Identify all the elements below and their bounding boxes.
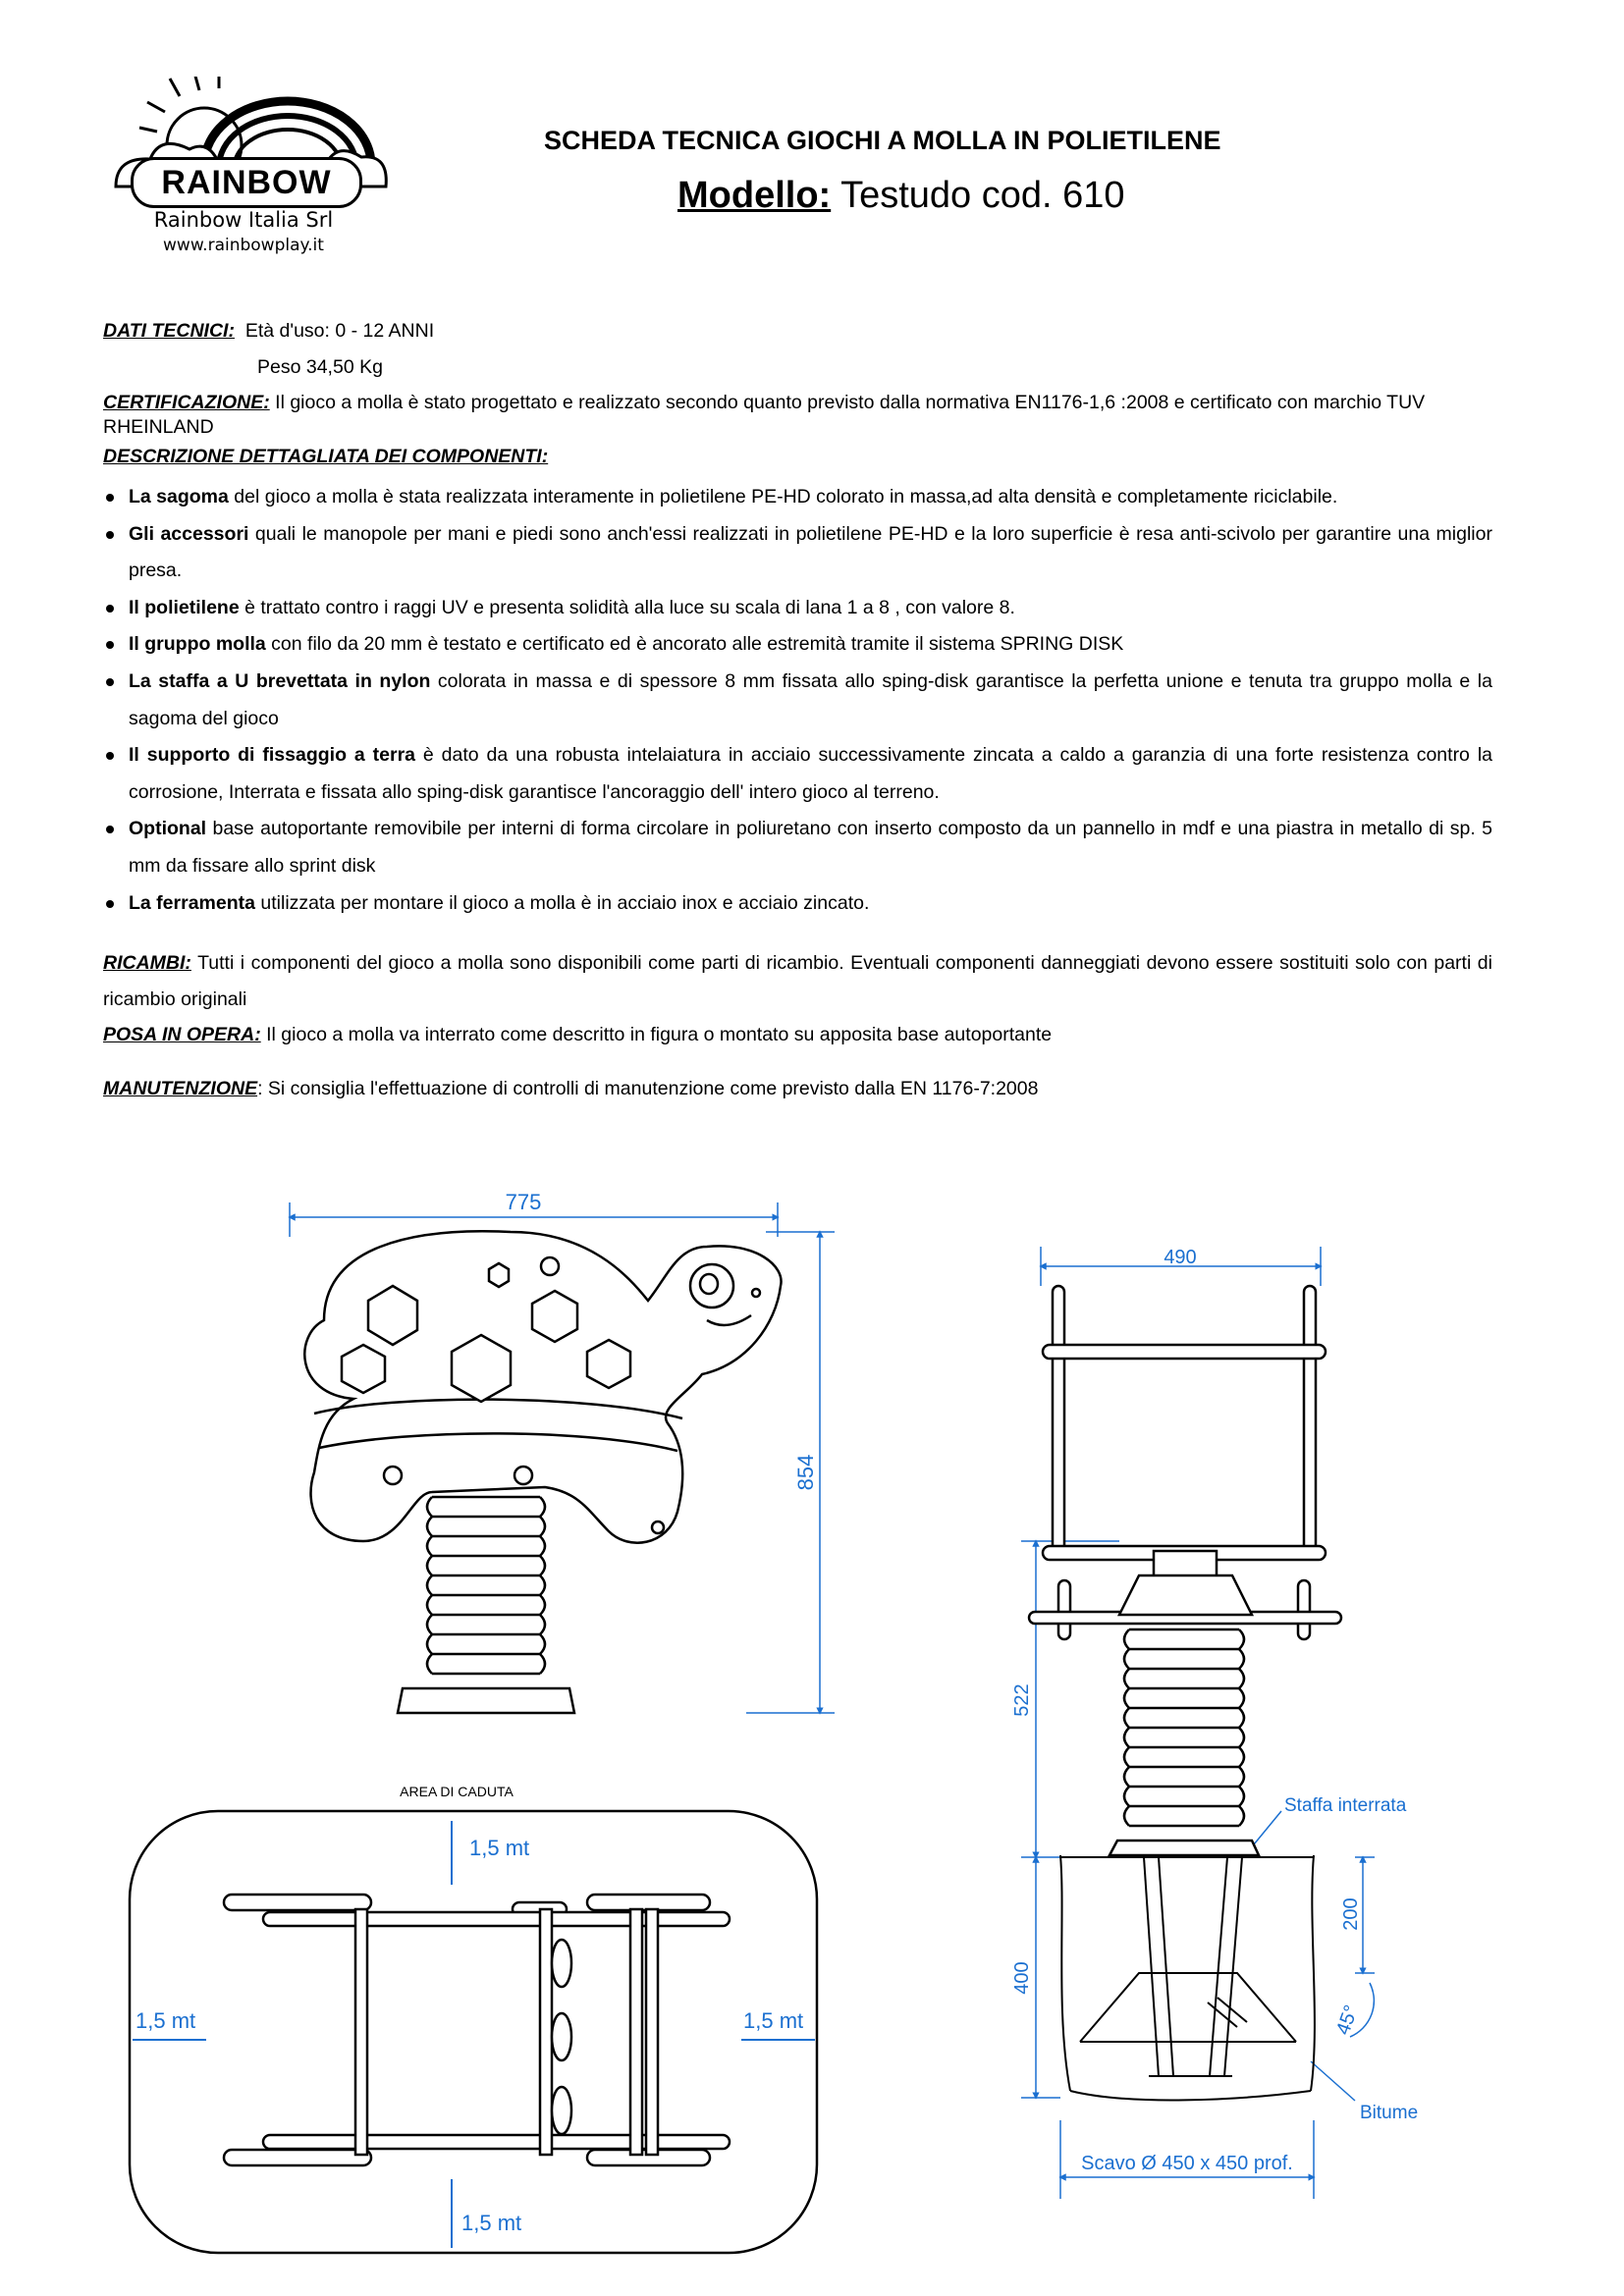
technical-data: [103, 319, 1497, 392]
bitumen-label: Bitume: [1360, 2103, 1419, 2123]
side-width-dimension: 490: [1164, 1247, 1197, 1268]
list-item: La sagoma del gioco a molla è stata realizzata interamente in polietilene PE-HD colorato in massa,ad alta densità e completamente riciclabile.: [103, 479, 1492, 516]
model-label: Modello:: [677, 175, 832, 216]
fall-area-drawing: [130, 1784, 817, 2253]
bracket-label: Staffa interrata: [1284, 1795, 1407, 1816]
maintenance-text: : Si consiglia l'effettuazione di controlli di manutenzione come previsto dalla EN 1176-7:2008: [257, 1078, 1039, 1099]
front-spring-icon: [398, 1497, 574, 1713]
installation: [103, 1023, 1492, 1047]
fall-area-left: 1,5 mt: [135, 2008, 196, 2033]
list-item: Gli accessori quali le manopole per mani e piedi sono anch'essi realizzati in polietilene PE-HD e la loro superficie è resa anti-scivolo per garantire una miglior presa.: [103, 516, 1492, 590]
fall-area-boundary: [130, 1811, 817, 2253]
excavation-label: Scavo Ø 450 x 450 prof.: [1081, 2153, 1293, 2174]
list-item: Optional base autoportante removibile per interni di forma circolare in poliuretano con inserto composto da un pannello in mdf e una piastra in metallo di sp. 5 mm da fissare allo sprint disk: [103, 811, 1492, 884]
fall-area-bottom: 1,5 mt: [461, 2211, 522, 2235]
company-logo: [86, 77, 381, 263]
logo-wordmark: RAINBOW: [131, 157, 362, 208]
company-name: Rainbow Italia Srl: [153, 208, 334, 232]
fall-area-top: 1,5 mt: [469, 1836, 530, 1860]
maintenance: [103, 1077, 1492, 1101]
list-item: Il polietilene è trattato contro i raggi UV e presenta solidità alla luce su scala di lana 1 a 8 , con valore 8.: [103, 590, 1492, 627]
certification-label: CERTIFICAZIONE:: [103, 392, 270, 413]
list-item: Il gruppo molla con filo da 20 mm è testato e certificato ed è ancorato alle estremità tramite il sistema SPRING DISK: [103, 626, 1492, 664]
age-range: Età d'uso: 0 - 12 ANNI: [244, 320, 435, 342]
list-item: La staffa a U brevettata in nylon colorata in massa e di spessore 8 mm fissata allo sping-disk garantisce la perfetta unione e tenuta tra gruppo molla e la sagoma del gioco: [103, 664, 1492, 737]
spare-parts: [103, 945, 1492, 1018]
components-heading: [103, 445, 1497, 469]
certification-text: Il gioco a molla è stato progettato e realizzato secondo quanto previsto dalla normativa EN1176-1,6 :2008 e certificato con marchio TUV RHEINLAND: [103, 392, 1426, 438]
front-height-dimension: 854: [793, 1454, 818, 1491]
turtle-body-icon: [304, 1231, 781, 1542]
components-list: [103, 479, 1492, 922]
company-website: www.rainbowplay.it: [163, 236, 324, 255]
weight: Peso 34,50 Kg: [257, 356, 383, 378]
ground-anchor-icon: [1060, 1855, 1315, 2100]
certification: [103, 391, 1497, 440]
fall-area-title: AREA DI CADUTA: [400, 1784, 514, 1799]
maintenance-label: MANUTENZIONE: [103, 1078, 258, 1099]
spare-parts-label: RICAMBI:: [103, 952, 191, 974]
plan-frame-icon: [224, 1895, 730, 2165]
side-frame-icon: [1029, 1286, 1341, 1639]
spare-parts-text: Tutti i componenti del gioco a molla sono disponibili come parti di ricambio. Eventuali componenti danneggiati devono essere sostituiti solo con parti di ricambio originali: [103, 952, 1492, 1010]
front-width-dimension: 775: [505, 1190, 542, 1214]
model-value: Testudo cod. 610: [840, 175, 1125, 216]
list-item: Il supporto di fissaggio a terra è dato da una robusta intelaiatura in acciaio successivamente zincata a caldo a garanzia di una forte resistenza contro la corrosione, Interrata e fissata allo sping-disk garantisce l'ancoraggio dell' intero gioco al terreno.: [103, 737, 1492, 811]
technical-drawings: [0, 1158, 1624, 2287]
document-title: SCHEDA TECNICA GIOCHI A MOLLA IN POLIETILENE: [544, 126, 1221, 155]
spring-height-dimension: 522: [1011, 1683, 1033, 1717]
front-view-drawing: [290, 1190, 835, 1713]
model-line: [677, 175, 1125, 217]
installation-text: Il gioco a molla va interrato come descritto in figura o montato su apposita base autoportante: [260, 1024, 1053, 1045]
side-view-drawing: [1011, 1247, 1418, 2199]
list-item: La ferramenta utilizzata per montare il gioco a molla è in acciaio inox e acciaio zincato.: [103, 885, 1492, 923]
angle-dimension: 45°: [1331, 2002, 1363, 2038]
installation-label: POSA IN OPERA:: [103, 1024, 261, 1045]
side-spring-icon: [1110, 1629, 1259, 1855]
components-label: DESCRIZIONE DETTAGLIATA DEI COMPONENTI:: [103, 446, 549, 467]
bracket-depth-dimension: 200: [1340, 1897, 1362, 1931]
depth-total-dimension: 400: [1011, 1961, 1033, 1995]
fall-area-right: 1,5 mt: [743, 2008, 804, 2033]
technical-data-label: DATI TECNICI:: [103, 320, 235, 342]
